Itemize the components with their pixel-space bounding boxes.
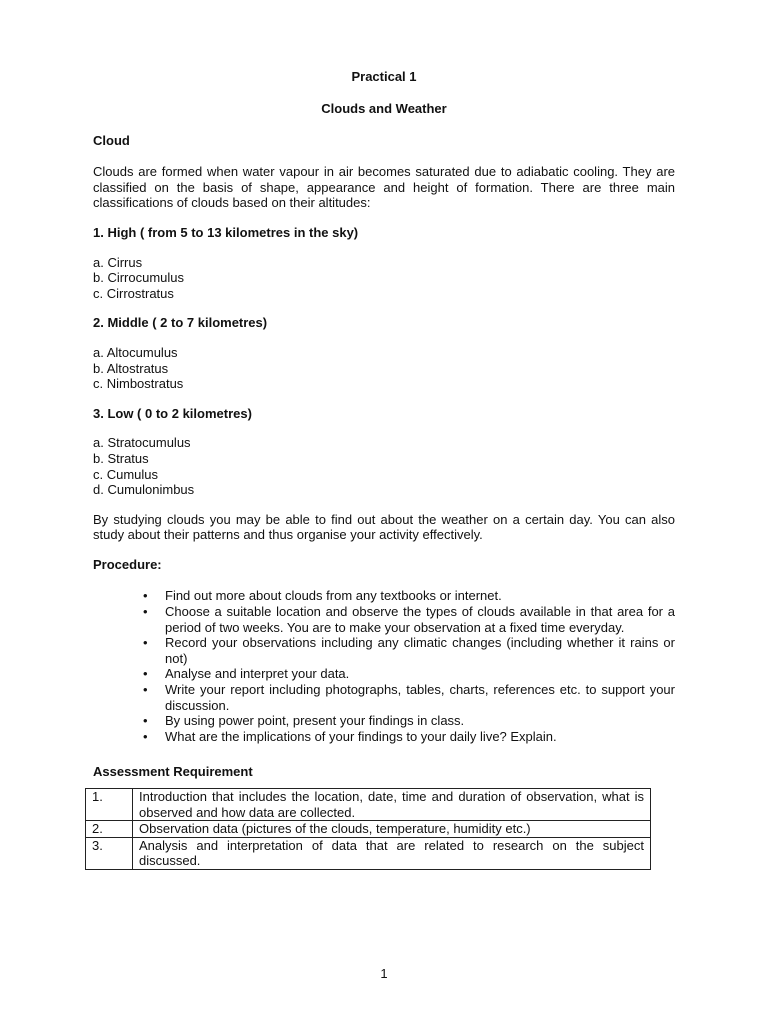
document-title: Practical 1 bbox=[351, 69, 417, 84]
list-item: b. Altostratus bbox=[93, 360, 169, 376]
procedure-heading: Procedure: bbox=[93, 556, 162, 572]
list-item: b. Stratus bbox=[93, 450, 149, 466]
procedure-step bbox=[93, 588, 675, 604]
procedure-step bbox=[93, 635, 675, 666]
procedure-step-text: Choose a suitable location and observe the types of clouds available in that area for a period of two weeks. You are to make your observation at a fixed time everyday. bbox=[165, 604, 675, 635]
bullet-icon: • bbox=[143, 604, 148, 620]
document-body bbox=[93, 69, 675, 870]
procedure-step-text: By using power point, present your findings in class. bbox=[165, 713, 465, 729]
list-item: a. Cirrus bbox=[93, 254, 143, 270]
procedure-step-text: Write your report including photographs, tables, charts, references etc. to support your discussion. bbox=[165, 682, 675, 713]
page-number: 1 bbox=[380, 966, 388, 981]
bullet-icon: • bbox=[143, 588, 148, 604]
procedure-step-text: What are the implications of your findings to your daily live? Explain. bbox=[165, 728, 557, 744]
assessment-table bbox=[85, 788, 651, 870]
procedure-step bbox=[93, 604, 675, 635]
list-item: c. Cirrostratus bbox=[93, 285, 174, 301]
list-item: d. Cumulonimbus bbox=[93, 482, 195, 498]
intro-paragraph: Clouds are formed when water vapour in air becomes saturated due to adiabatic cooling. They are classified on the basis of shape, appearance and height of formation. There are three main classifications of clouds based on their altitudes: bbox=[93, 164, 675, 211]
row-description: Observation data (pictures of the clouds, temperature, humidity etc.) bbox=[133, 821, 651, 838]
procedure-step-text: Record your observations including any climatic changes (including whether it rains or not) bbox=[165, 635, 675, 666]
low-clouds-list bbox=[93, 435, 675, 497]
category-heading-high: 1. High ( from 5 to 13 kilometres in the sky) bbox=[93, 224, 359, 240]
list-item: c. Nimbostratus bbox=[93, 376, 184, 392]
bullet-icon: • bbox=[143, 728, 148, 744]
category-heading-middle: 2. Middle ( 2 to 7 kilometres) bbox=[93, 315, 268, 331]
table-row bbox=[86, 821, 651, 838]
list-item: b. Cirrocumulus bbox=[93, 270, 185, 286]
high-clouds-list bbox=[93, 255, 675, 302]
procedure-step-text: Find out more about clouds from any textbooks or internet. bbox=[165, 588, 502, 604]
table-row bbox=[86, 789, 651, 821]
procedure-step bbox=[93, 666, 675, 682]
procedure-step bbox=[93, 682, 675, 713]
row-number: 3. bbox=[86, 837, 133, 869]
row-number: 2. bbox=[86, 821, 133, 838]
bullet-icon: • bbox=[143, 682, 148, 698]
category-heading-low: 3. Low ( 0 to 2 kilometres) bbox=[93, 405, 252, 421]
row-number: 1. bbox=[86, 789, 133, 821]
middle-clouds-list bbox=[93, 345, 675, 392]
bullet-icon: • bbox=[143, 635, 148, 651]
assessment-heading: Assessment Requirement bbox=[93, 764, 253, 780]
cloud-heading: Cloud bbox=[93, 132, 130, 148]
bullet-icon: • bbox=[143, 713, 148, 729]
document-subtitle: Clouds and Weather bbox=[321, 101, 447, 116]
table-row bbox=[86, 837, 651, 869]
list-item: a. Altocumulus bbox=[93, 344, 178, 360]
procedure-step bbox=[93, 729, 675, 745]
study-paragraph: By studying clouds you may be able to find out about the weather on a certain day. You can also study about their patterns and thus organise your activity effectively. bbox=[93, 511, 675, 543]
bullet-icon: • bbox=[143, 666, 148, 682]
procedure-list bbox=[93, 588, 675, 744]
procedure-step-text: Analyse and interpret your data. bbox=[165, 666, 350, 682]
row-description: Analysis and interpretation of data that are related to research on the subject discussed. bbox=[133, 837, 651, 869]
procedure-step bbox=[93, 713, 675, 729]
list-item: a. Stratocumulus bbox=[93, 435, 191, 451]
row-description: Introduction that includes the location, date, time and duration of observation, what is observed and how data are collected. bbox=[133, 789, 651, 821]
list-item: c. Cumulus bbox=[93, 466, 159, 482]
